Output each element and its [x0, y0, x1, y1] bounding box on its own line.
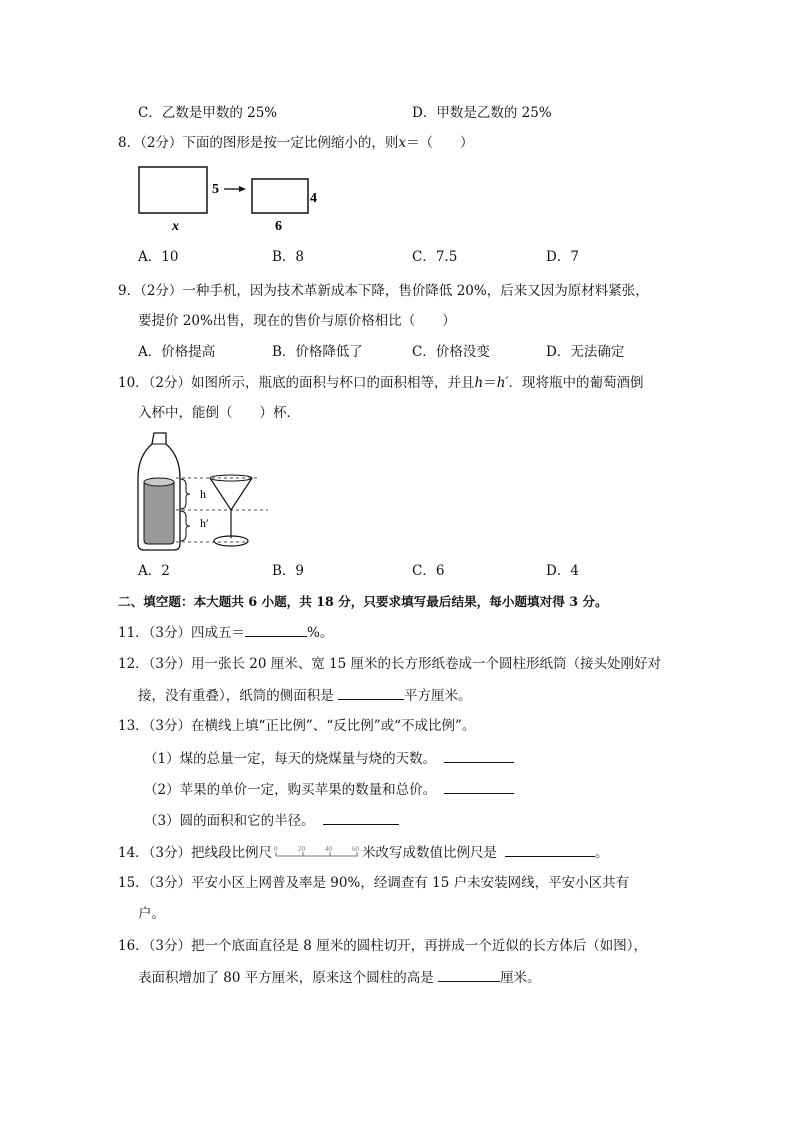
q11-text: 11．（3分）四成五＝	[118, 625, 246, 641]
q14-stem	[118, 843, 609, 862]
q13-sub1	[144, 749, 514, 768]
bottle-wine-top	[144, 478, 174, 486]
q8-arrow-head	[239, 186, 246, 192]
q8-stem	[118, 134, 474, 152]
q10-option-a: A．2	[138, 563, 170, 579]
q16-blank[interactable]	[438, 968, 500, 982]
q9-option-c: C．价格没变	[412, 344, 490, 360]
q13-sub1-blank[interactable]	[444, 749, 514, 763]
q14-text: 14．（3分）把线段比例尺	[118, 845, 273, 861]
q16-stem-line2	[138, 968, 541, 987]
q11-stem	[118, 623, 333, 642]
q13-sub2-blank[interactable]	[444, 780, 514, 794]
q8-stem-tail: ＝（ ）	[406, 135, 474, 151]
q16-stem-line1: 16．（3分）把一个底面直径是 8 厘米的圆柱切开，再拼成一个近似的长方体后（如图），	[118, 938, 647, 954]
bottle-wine	[144, 482, 174, 544]
q10-stem-text-b: ．现将瓶中的葡萄酒倒	[508, 375, 644, 391]
q10-option-c: C．6	[412, 563, 445, 579]
q12-text: 接，没有重叠），纸筒的侧面积是	[138, 688, 339, 704]
q8-small-rectangle	[252, 179, 308, 213]
q9-option-a: A．价格提高	[138, 344, 216, 360]
label-h: h	[200, 487, 206, 501]
q8-option-c: C．7.5	[412, 249, 458, 265]
q8-label-5: 5	[212, 182, 219, 197]
q10-h: h	[474, 375, 484, 391]
q8-large-rectangle	[139, 167, 207, 213]
q9-stem-line2: 要提价 20%出售，现在的售价与原价格相比（ ）	[138, 313, 456, 329]
q14-tail: 。	[595, 845, 609, 861]
q7-option-c: C．乙数是甲数的 25%	[138, 105, 278, 121]
q12-blank[interactable]	[338, 686, 404, 700]
q13-sub2-text: （2）苹果的单价一定，购买苹果的数量和总价。	[144, 782, 437, 798]
q13-sub3-text: （3）圆的面积和它的半径。	[144, 813, 315, 829]
q8-figure	[136, 160, 326, 236]
q16-tail: 厘米。	[500, 970, 541, 986]
scale-bar	[272, 843, 362, 859]
q9-option-d: D．无法确定	[546, 344, 625, 360]
q10-option-b: B．9	[272, 563, 305, 579]
scale-label-0: 0	[274, 845, 278, 853]
q7-option-d: D．甲数是乙数的 25%	[412, 105, 552, 121]
q12-tail: 平方厘米。	[404, 688, 472, 704]
q15-stem-line1: 15．（3分）平安小区上网普及率是 90%，经调查有 15 户未安装网线，平安小区共有	[118, 875, 630, 891]
q13-sub3-blank[interactable]	[323, 811, 399, 825]
q16-text: 表面积增加了 80 平方厘米，原来这个圆柱的高是	[138, 970, 439, 986]
label-h-prime: h′	[200, 516, 209, 530]
section2-title: 二、填空题：本大题共 6 小题，共 18 分，只要求填写最后结果，每小题填对得 3 分。	[118, 594, 608, 609]
q13-stem: 13．（3分）在横线上填“正比例”、“反比例”或“不成比例”。	[118, 718, 476, 734]
q14-blank[interactable]	[505, 843, 595, 857]
q11-tail: %。	[307, 625, 334, 641]
q10-stem-text: 10．（2分）如图所示，瓶底的面积与杯口的面积相等，并且	[118, 375, 475, 391]
glass-bowl	[210, 478, 252, 510]
q9-stem-line1: 9．（2分）一种手机，因为技术革新成本下降，售价降低 20%，后来又因为原材料紧张，	[118, 283, 649, 299]
q8-option-d: D．7	[546, 249, 579, 265]
q10-equals: ＝	[483, 375, 497, 391]
brace-h-prime	[180, 511, 190, 541]
q8-stem-text: 8．（2分）下面的图形是按一定比例缩小的，则	[118, 135, 399, 151]
q8-option-a: A．10	[138, 249, 179, 265]
scale-label-40: 40	[325, 845, 333, 853]
q9-option-b: B．价格降低了	[272, 344, 363, 360]
q8-label-x: x	[172, 219, 179, 234]
scale-label-60: 60	[352, 845, 360, 853]
q13-sub3	[144, 811, 399, 830]
brace-h	[180, 479, 190, 509]
q15-stem-line2: 户。	[138, 906, 165, 922]
q13-sub2	[144, 780, 514, 799]
q8-variable: x	[398, 135, 407, 151]
q12-stem-line1: 12．（3分）用一张长 20 厘米、宽 15 厘米的长方形纸卷成一个圆柱形纸筒（接头处刚好对	[118, 656, 662, 672]
q10-stem-line1	[118, 374, 644, 392]
q8-label-4: 4	[310, 191, 317, 206]
scale-label-20: 20	[298, 845, 306, 853]
q10-stem-line2: 入杯中，能倒（ ）杯．	[138, 405, 300, 421]
q10-option-d: D．4	[546, 563, 579, 579]
q8-label-6: 6	[275, 219, 282, 234]
q11-blank[interactable]	[245, 623, 307, 637]
q10-h-prime: h′	[496, 375, 509, 391]
q8-option-b: B．8	[272, 249, 305, 265]
q12-stem-line2	[138, 686, 472, 705]
q14-text-b: 米改写成数值比例尺是	[362, 845, 498, 861]
q10-figure	[136, 430, 268, 554]
q13-sub1-text: （1）煤的总量一定，每天的烧煤量与烧的天数。	[144, 751, 437, 767]
